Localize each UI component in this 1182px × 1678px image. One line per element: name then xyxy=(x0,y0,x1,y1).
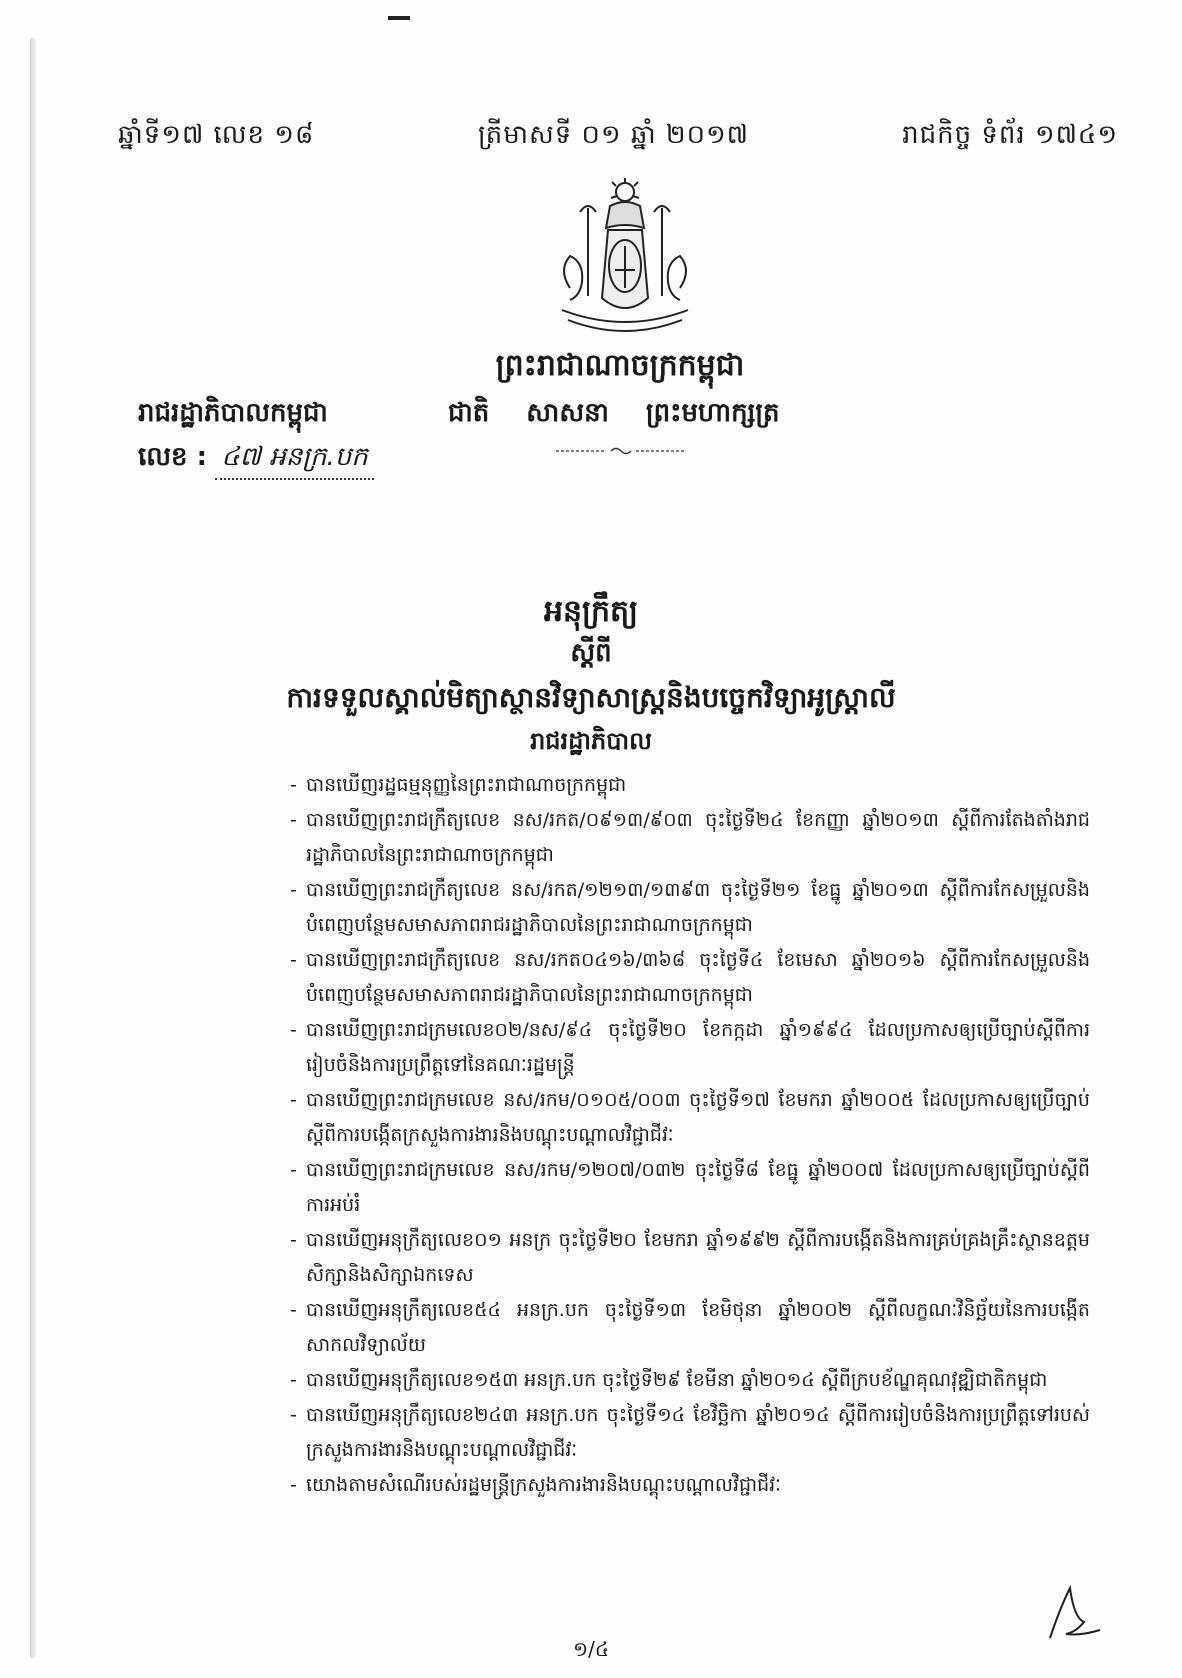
national-motto: ជាតិ សាសនា ព្រះមហាក្សត្រ xyxy=(448,398,780,428)
gazette-date: ត្រីមាសទី ០១ ឆ្នាំ ២០១៧ xyxy=(478,120,749,150)
royal-arms-emblem-icon xyxy=(540,178,710,338)
ornament-divider-icon xyxy=(556,446,686,456)
clause-item: - បានឃើញអនុក្រឹត្យលេខ៥៤ អនក្រ.បក ចុះថ្ងៃទី១៣ ខែមិថុនា ឆ្នាំ២០០២ ស្តីពីលក្ខណៈវិនិច្ឆ័យនៃការបង្កើតសាកលវិទ្យាល័យ xyxy=(290,1293,1090,1363)
volume-issue: ឆ្នាំទី១៧ លេខ ១៨ xyxy=(118,120,315,150)
reference-value: ៤៧ អនក្រ.បក xyxy=(215,440,374,480)
issuer: រាជរដ្ឋាភិបាល xyxy=(530,727,652,755)
government-name: រាជរដ្ឋាភិបាលកម្ពុជា xyxy=(138,398,328,428)
document-subject: ការទទួលស្គាល់មិត្យាស្ថានវិទ្យាសាស្ត្រនិងបច្ចេកវិទ្យាអូស្ត្រាលី xyxy=(286,681,896,714)
document-type: អនុក្រឹត្យ xyxy=(543,594,639,629)
clause-item: - បានឃើញព្រះរាជក្រមលេខ នស/រកម/០១០៥/០០៣ ចុះថ្ងៃទី១៧ ខែមករា ឆ្នាំ២០០៥ ដែលប្រកាសឲ្យប្រើច្បាប់ស្តីពីការបង្កើតក្រសួងការងារនិងបណ្តុះបណ្តាលវិជ្ជាជីវៈ xyxy=(290,1083,1090,1153)
clause-item: - យោងតាមសំណើរបស់រដ្ឋមន្ត្រីក្រសួងការងារនិងបណ្តុះបណ្តាលវិជ្ជាជីវៈ xyxy=(290,1468,1090,1503)
clause-item: - បានឃើញអនុក្រឹត្យលេខ២៤៣ អនក្រ.បក ចុះថ្ងៃទី១៤ ខែវិច្ឆិកា ឆ្នាំ២០១៤ ស្តីពីការរៀបចំនិងការប្រព្រឹត្តទៅរបស់ក្រសួងការងារនិងបណ្តុះបណ្តាលវិជ្ជាជីវៈ xyxy=(290,1398,1090,1468)
clause-item: - បានឃើញព្រះរាជក្រឹត្យលេខ នស/រកត/០៩១៣/៩០៣ ចុះថ្ងៃទី២៤ ខែកញ្ញា ឆ្នាំ២០១៣ ស្តីពីការតែងតាំងរាជរដ្ឋាភិបាលនៃព្រះរាជាណាចក្រកម្ពុជា xyxy=(290,803,1090,873)
clause-item: - បានឃើញរដ្ឋធម្មនុញ្ញនៃព្រះរាជាណាចក្រកម្ពុជា xyxy=(290,768,1090,803)
clause-item: - បានឃើញព្រះរាជក្រឹត្យលេខ នស/រកត០៤១៦/៣៦៨ ចុះថ្ងៃទី៤ ខែមេសា ឆ្នាំ២០១៦ ស្តីពីការកែសម្រួលនិងបំពេញបន្ថែមសមាសភាពរាជរដ្ឋាភិបាលនៃព្រះរាជាណាចក្រកម្ពុជា xyxy=(290,943,1090,1013)
top-scan-mark xyxy=(388,16,410,20)
about-label: ស្តីពី xyxy=(570,638,612,668)
kingdom-name: ព្រះរាជាណាចក្រកម្ពុជា xyxy=(495,348,745,383)
preamble-clauses xyxy=(290,768,1090,1503)
gazette-header xyxy=(118,118,1118,158)
clause-item: - បានឃើញព្រះរាជក្រមលេខ០២/នស/៩៤ ចុះថ្ងៃទី២០ ខែកក្កដា ឆ្នាំ១៩៩៤ ដែលប្រកាសឲ្យប្រើច្បាប់ស្តីពីការរៀបចំនិងការប្រព្រឹត្តទៅនៃគណៈរដ្ឋមន្ត្រី xyxy=(290,1013,1090,1083)
page-number: ១/៤ xyxy=(572,1637,610,1661)
clause-item: - បានឃើញអនុក្រឹត្យលេខ១៥៣ អនក្រ.បក ចុះថ្ងៃទី២៩ ខែមីនា ឆ្នាំ២០១៤ ស្តីពីក្របខ័ណ្ឌគុណវុឌ្ឍិជាតិកម្ពុជា xyxy=(290,1363,1090,1398)
gazette-page: រាជកិច្ច ទំព័រ ១៧៤១ xyxy=(902,120,1118,150)
reference-number xyxy=(138,440,374,480)
clause-item: - បានឃើញព្រះរាជក្រមលេខ នស/រកម/១២០៧/០៣២ ចុះថ្ងៃទី៨ ខែធ្នូ ឆ្នាំ២០០៧ ដែលប្រកាសឲ្យប្រើច្បាប់ស្តីពីការអប់រំ xyxy=(290,1153,1090,1223)
clause-item: - បានឃើញអនុក្រឹត្យលេខ០១ អនក្រ ចុះថ្ងៃទី២០ ខែមករា ឆ្នាំ១៩៩២ ស្តីពីការបង្កើតនិងការគ្រប់គ្រងគ្រឹះស្ថានឧត្តមសិក្សានិងសិក្សាឯកទេស xyxy=(290,1223,1090,1293)
scan-shadow-edge xyxy=(30,38,36,1658)
clause-item: - បានឃើញព្រះរាជក្រឹត្យលេខ នស/រកត/១២១៣/១៣៩៣ ចុះថ្ងៃទី២១ ខែធ្នូ ឆ្នាំ២០១៣ ស្តីពីការកែសម្រួលនិងបំពេញបន្ថែមសមាសភាពរាជរដ្ឋាភិបាលនៃព្រះរាជាណាចក្រកម្ពុជា xyxy=(290,873,1090,943)
reference-label: លេខ : xyxy=(138,442,207,472)
